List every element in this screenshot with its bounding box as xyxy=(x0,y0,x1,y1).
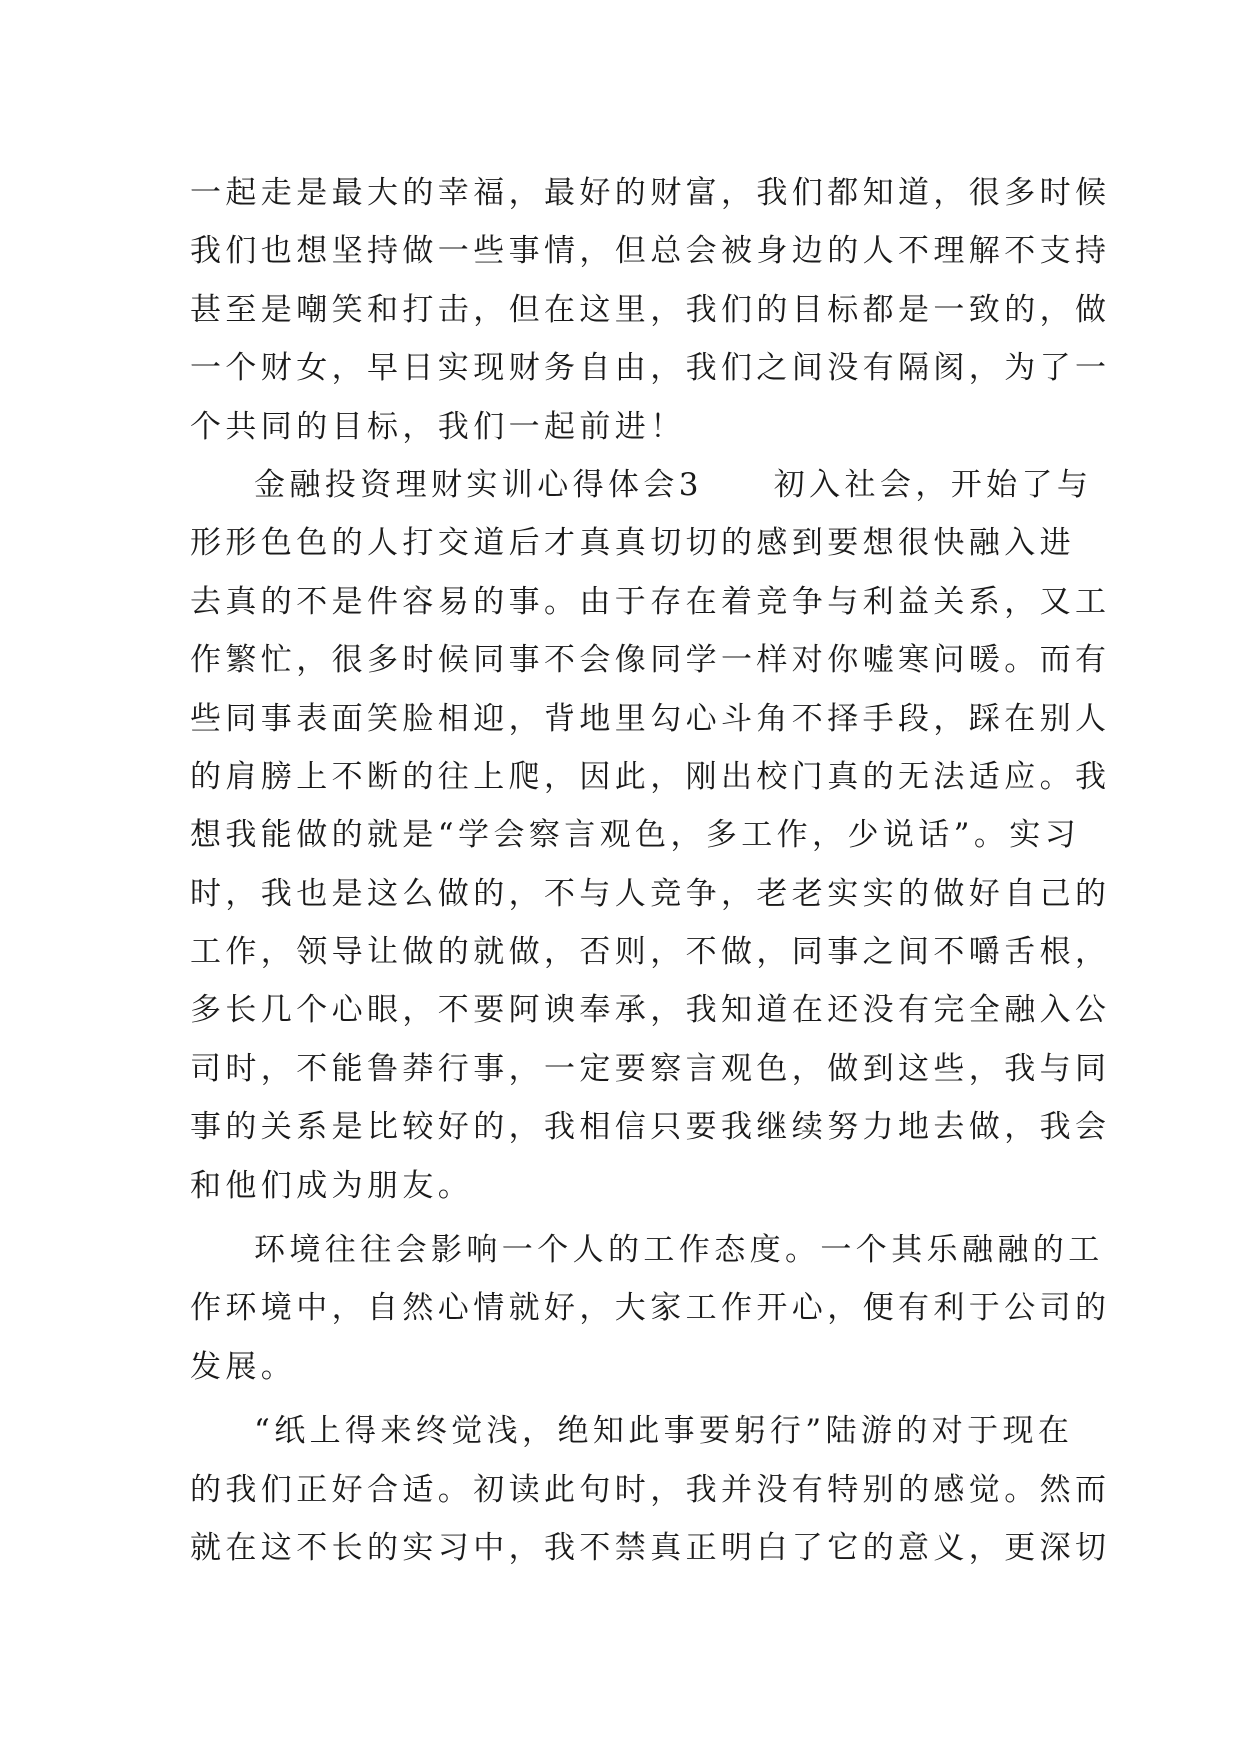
paragraph-first-line: 环境往往会影响一个人的工作态度。一个其乐融融的工 xyxy=(254,1232,1104,1269)
text-line: 个共同的目标，我们一起前进！ xyxy=(190,408,686,445)
text-line: 时，我也是这么做的，不与人竞争，老老实实的做好自己的 xyxy=(190,875,1111,912)
text-line: 一起走是最大的幸福，最好的财富，我们都知道，很多时候 xyxy=(190,175,1111,211)
paragraph-first-line: “纸上得来终觉浅，绝知此事要躬行”陆游的对于现在 xyxy=(254,1413,1074,1450)
text-line: 事的关系是比较好的，我相信只要我继续努力地去做，我会 xyxy=(190,1109,1111,1146)
text-line: 一个财女，早日实现财务自由，我们之间没有隔阂，为了一 xyxy=(190,350,1111,387)
text-line: 些同事表面笑脸相迎，背地里勾心斗角不择手段，踩在别人 xyxy=(190,700,1111,737)
text-line: 去真的不是件容易的事。由于存在着竞争与利益关系，又工 xyxy=(190,583,1111,620)
text-line: 司时，不能鲁莽行事，一定要察言观色，做到这些，我与同 xyxy=(190,1050,1111,1087)
text-line: 发展。 xyxy=(190,1348,297,1385)
text-line: 多长几个心眼，不要阿谀奉承，我知道在还没有完全融入公 xyxy=(190,992,1111,1029)
text-line: 我们也想坚持做一些事情，但总会被身边的人不理解不支持 xyxy=(190,233,1111,270)
text-line: 形形色色的人打交道后才真真切切的感到要想很快融入进 xyxy=(190,525,1075,562)
text-line: 甚至是嘲笑和打击，但在这里，我们的目标都是一致的，做 xyxy=(190,291,1111,328)
text-line: 的肩膀上不断的往上爬，因此，刚出校门真的无法适应。我 xyxy=(190,758,1111,795)
text-line: 想我能做的就是“学会察言观色，多工作，少说话”。实习 xyxy=(190,817,1081,854)
text-line: 的我们正好合适。初读此句时，我并没有特别的感觉。然而 xyxy=(190,1471,1111,1508)
text-line: 作环境中，自然心情就好，大家工作开心，便有利于公司的 xyxy=(190,1290,1111,1327)
text-line: 作繁忙，很多时候同事不会像同学一样对你嘘寒问暖。而有 xyxy=(190,642,1111,679)
text-line: 工作，领导让做的就做，否则，不做，同事之间不嚼舌根， xyxy=(190,934,1111,971)
document-body xyxy=(190,164,1111,1577)
section-heading-line: 金融投资理财实训心得体会3 初入社会，开始了与 xyxy=(254,466,1093,503)
text-line: 和他们成为朋友。 xyxy=(190,1167,474,1204)
text-line: 就在这不长的实习中，我不禁真正明白了它的意义，更深切 xyxy=(190,1529,1111,1566)
